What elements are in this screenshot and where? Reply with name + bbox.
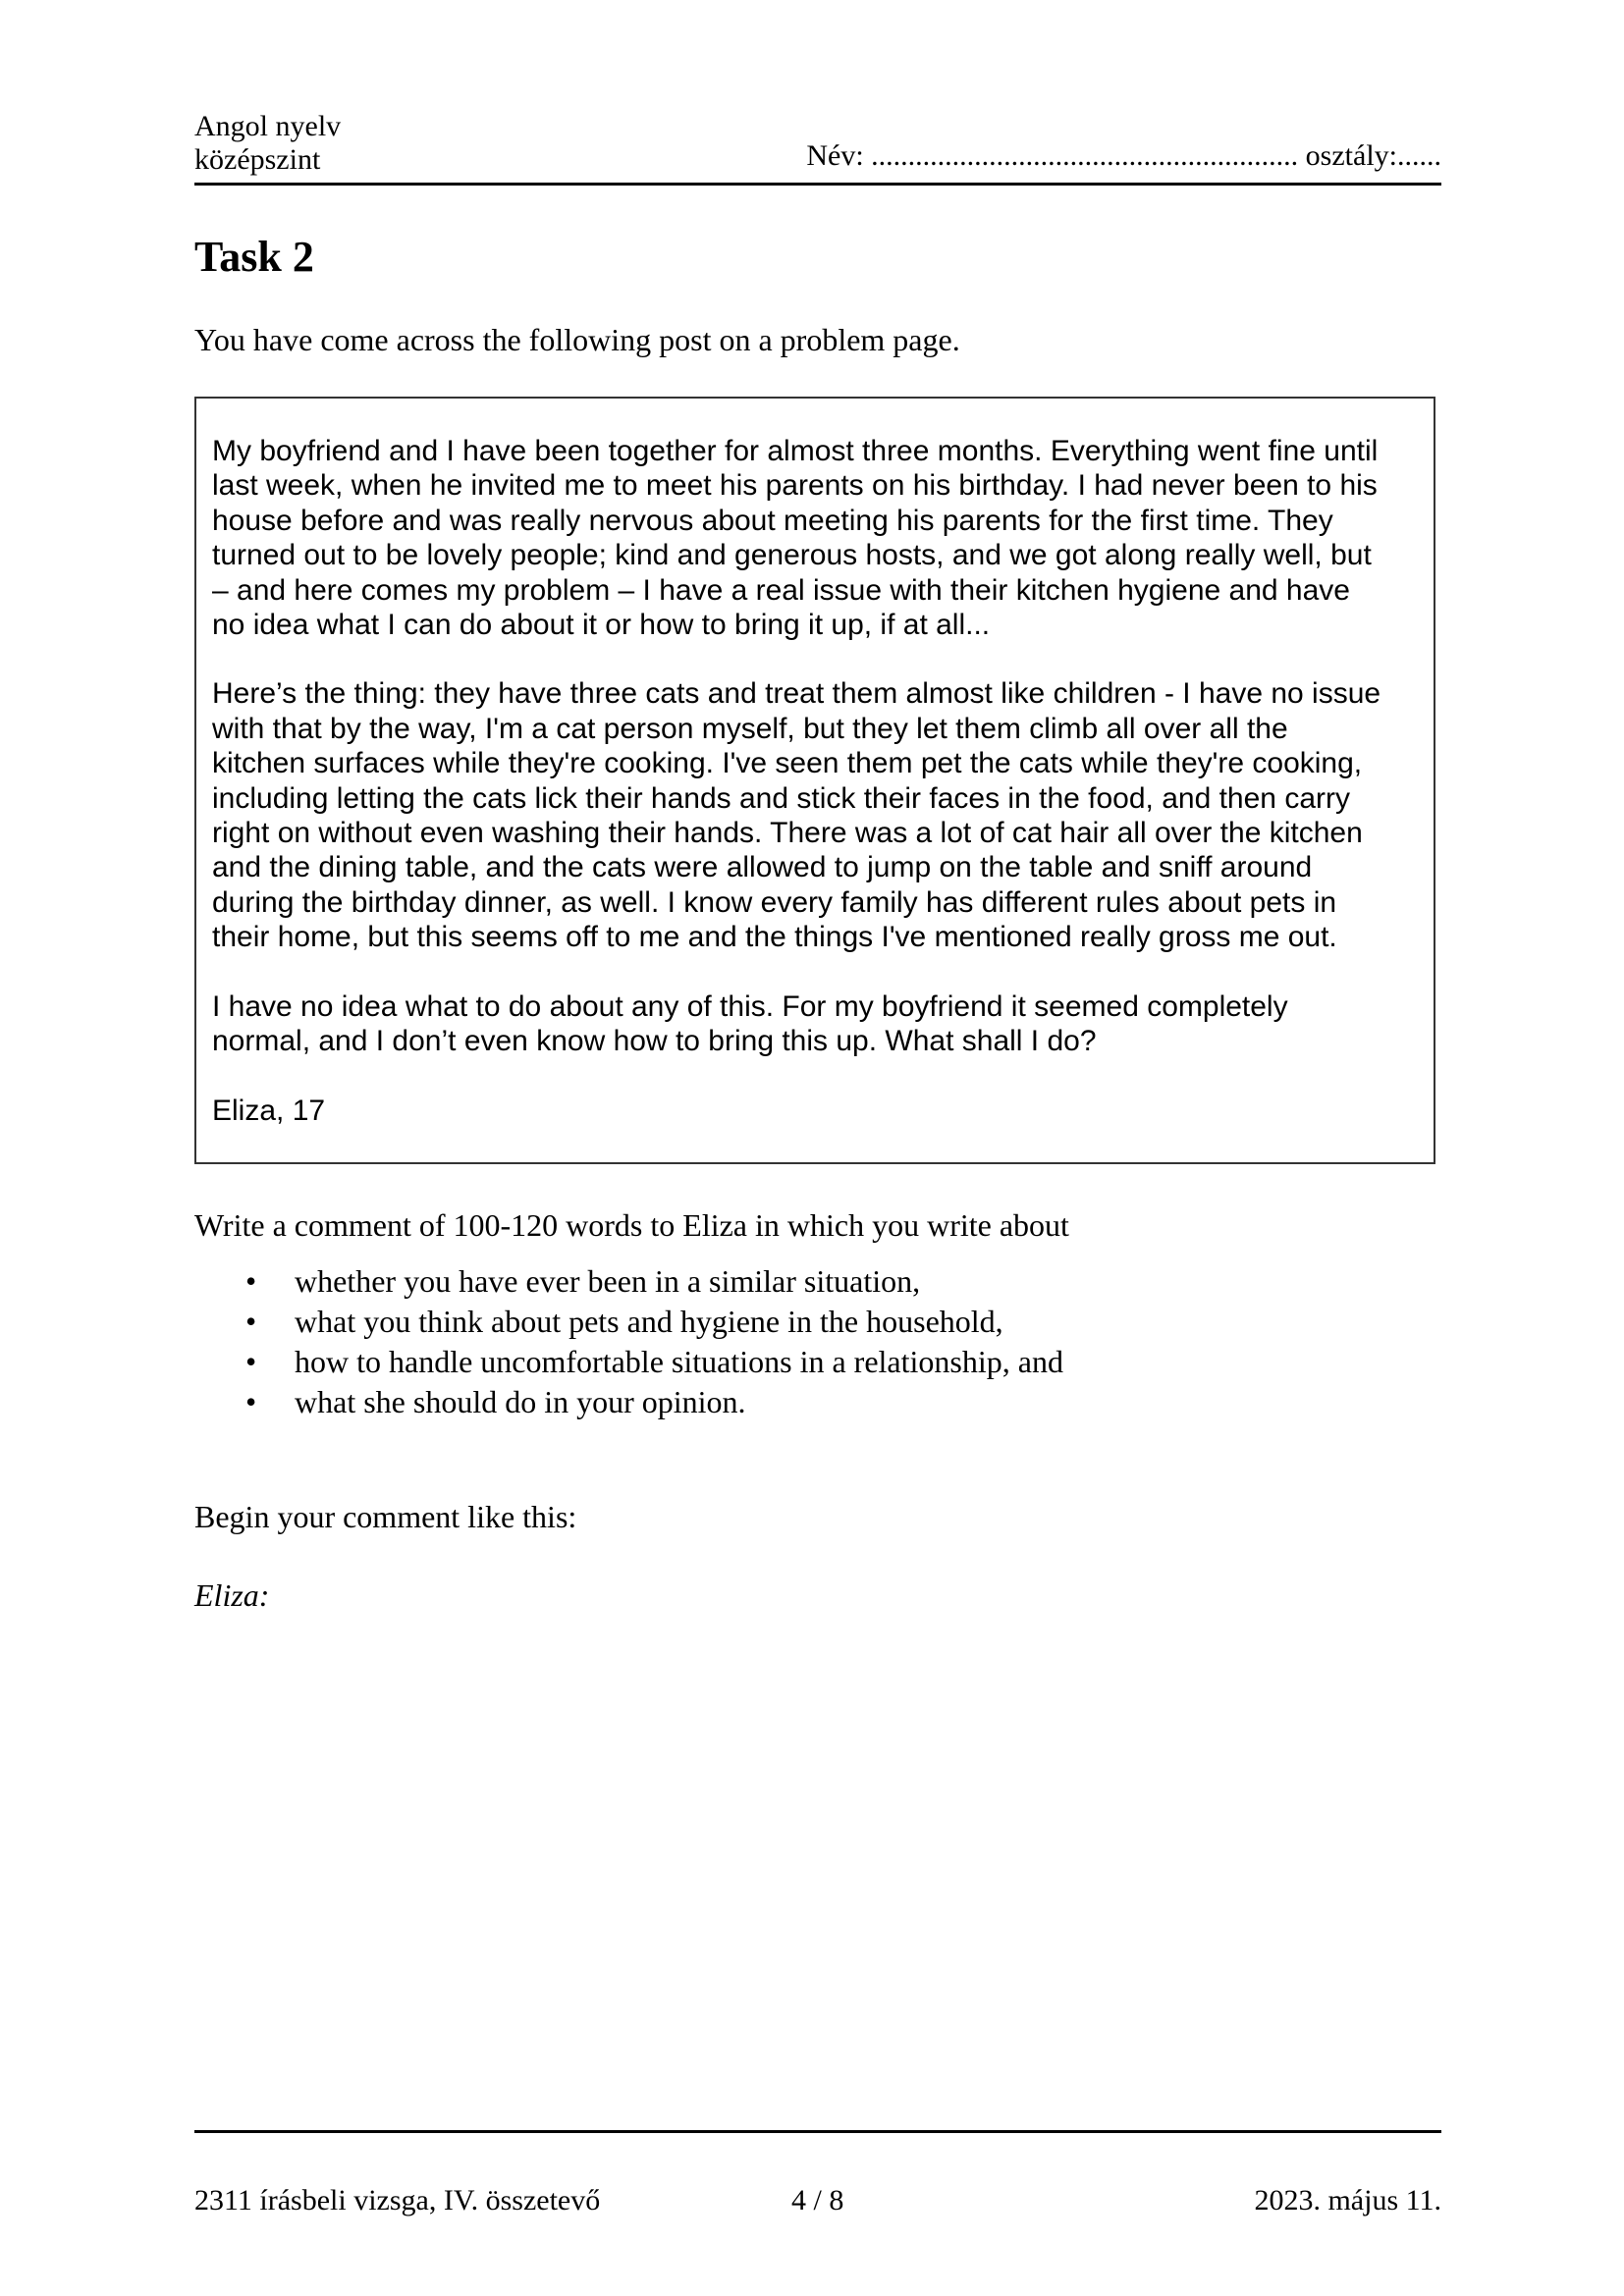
exam-date: 2023. május 11. xyxy=(1254,2184,1441,2216)
post-line: house before and was really nervous about meeting his parents for the first time. They xyxy=(212,504,1333,537)
content-points-list xyxy=(245,1261,1063,1422)
post-line: normal, and I don’t even know how to bring this up. What shall I do? xyxy=(212,1025,1097,1058)
post-signature: Eliza, 17 xyxy=(212,1094,326,1127)
problem-post-box xyxy=(194,397,1435,1164)
content-point: • how to handle uncomfortable situations in a relationship, and xyxy=(245,1342,1063,1382)
page-number: 4 / 8 xyxy=(791,2184,844,2216)
task-intro: You have come across the following post on a problem page. xyxy=(194,322,960,357)
content-point: • what you think about pets and hygiene in the household, xyxy=(245,1302,1063,1342)
post-paragraph-3 xyxy=(212,989,1410,1059)
post-line: their home, but this seems off to me and the things I've mentioned really gross me out. xyxy=(212,921,1337,954)
subject-name: Angol nyelv xyxy=(194,110,342,142)
writing-instruction: Write a comment of 100-120 words to Eliza in which you write about xyxy=(194,1207,1069,1243)
post-line: no idea what I can do about it or how to bring it up, if at all... xyxy=(212,609,991,642)
content-point: • whether you have ever been in a similar situation, xyxy=(245,1261,1063,1302)
post-line: turned out to be lovely people; kind and generous hosts, and we got along really well, but xyxy=(212,539,1372,572)
post-line: during the birthday dinner, as well. I know every family has different rules about pets in xyxy=(212,885,1337,919)
post-line: Here’s the thing: they have three cats and treat them almost like children - I have no issue xyxy=(212,677,1381,711)
exam-code: 2311 írásbeli vizsga, IV. összetevő xyxy=(194,2184,601,2216)
post-line: right on without even washing their hands. There was a lot of cat hair all over the kitchen xyxy=(212,817,1363,850)
post-line: – and here comes my problem – I have a real issue with their kitchen hygiene and have xyxy=(212,573,1350,607)
post-line: My boyfriend and I have been together for almost three months. Everything went fine until xyxy=(212,435,1379,467)
post-paragraph-2 xyxy=(212,676,1410,954)
comment-salutation: Eliza: xyxy=(194,1577,270,1613)
subject-level: középszint xyxy=(194,143,321,176)
task-title: Task 2 xyxy=(194,233,314,281)
begin-instruction: Begin your comment like this: xyxy=(194,1499,577,1534)
content-point: • what she should do in your opinion. xyxy=(245,1382,1063,1422)
post-line: including letting the cats lick their hands and stick their faces in the food, and then carry xyxy=(212,781,1350,815)
name-class-field: Név: .......................................................... osztály:...... xyxy=(806,139,1441,172)
page-header xyxy=(194,110,1441,186)
post-line: and the dining table, and the cats were allowed to jump on the table and sniff around xyxy=(212,851,1313,884)
post-line: kitchen surfaces while they're cooking. I've seen them pet the cats while they're cooking, xyxy=(212,747,1363,780)
post-line: I have no idea what to do about any of this. For my boyfriend it seemed completely xyxy=(212,989,1288,1023)
post-line: last week, when he invited me to meet his parents on his birthday. I had never been to his xyxy=(212,469,1378,503)
exam-subject xyxy=(194,110,341,177)
footer-divider xyxy=(194,2130,1441,2133)
post-line: with that by the way, I'm a cat person myself, but they let them climb all over all the xyxy=(212,712,1288,745)
post-paragraph-1 xyxy=(212,434,1410,642)
